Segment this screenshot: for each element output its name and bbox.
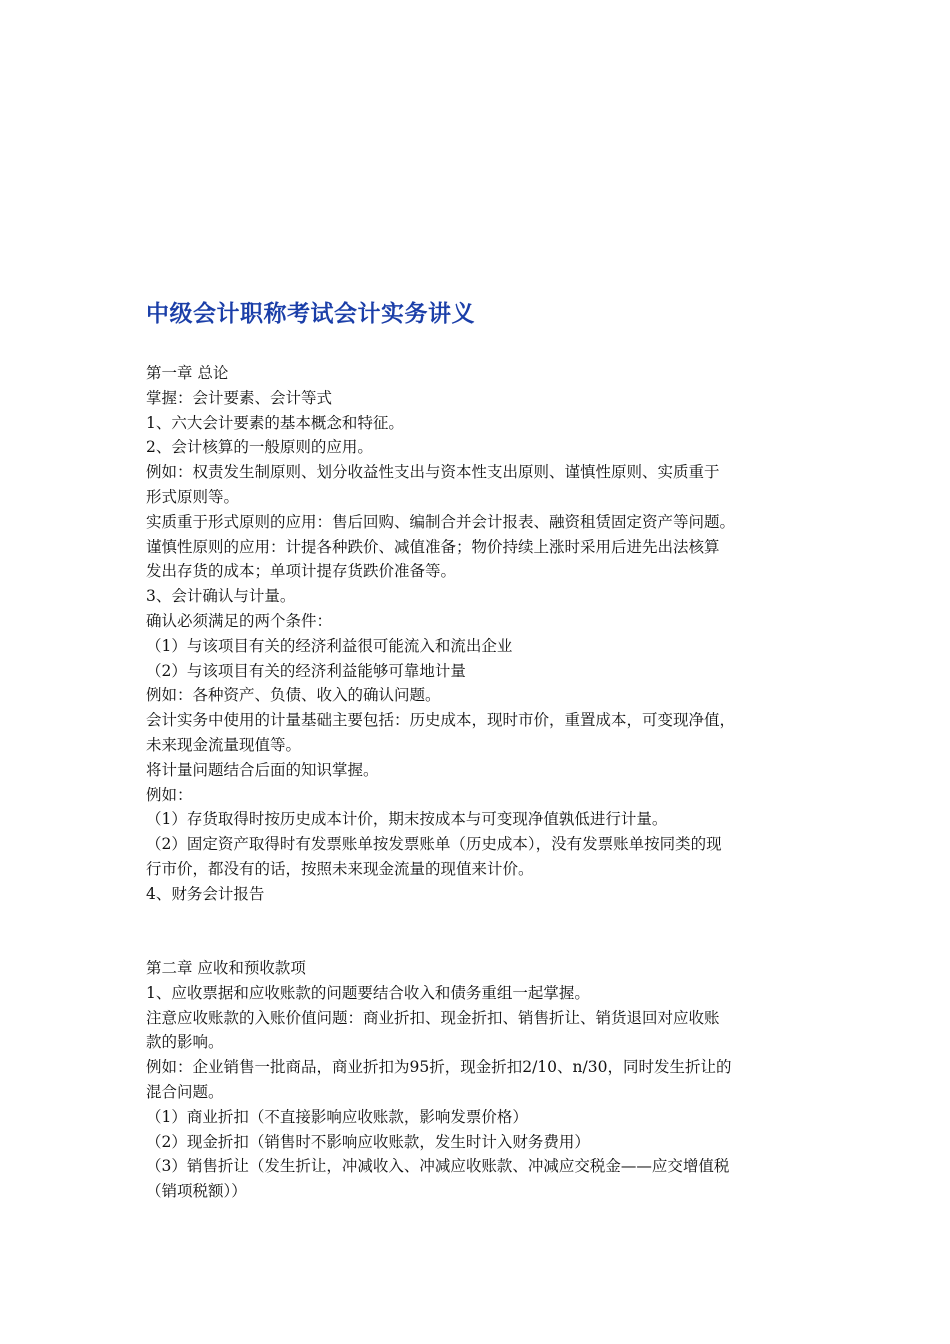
paragraph-line: 实质重于形式原则的应用：售后回购、编制合并会计报表、融资租赁固定资产等问题。 [146,512,736,531]
paragraph-line: 例如：企业销售一批商品，商业折扣为95折，现金折扣2/10、n/30，同时发生折让的 [146,1058,732,1077]
chapter-2-heading: 第二章 应收和预收款项 [146,959,306,977]
paragraph-line: 4、财务会计报告 [146,884,265,903]
paragraph-line: （2）现金折扣（销售时不影响应收账款，发生时计入财务费用） [146,1132,590,1151]
paragraph-line: （1）商业折扣（不直接影响应收账款，影响发票价格） [146,1107,528,1126]
paragraph-line: （销项税额）） [146,1182,247,1201]
chapter-1-heading: 第一章 总论 [146,364,229,382]
paragraph-line: 掌握：会计要素、会计等式 [146,388,333,407]
paragraph-line: （2）固定资产取得时有发票账单按发票账单（历史成本），没有发票账单按同类的现 [146,835,722,854]
paragraph-line: 会计实务中使用的计量基础主要包括：历史成本，现时市价，重置成本，可变现净值， [146,711,736,730]
paragraph-line: 例如： [146,785,193,804]
paragraph-line: 1、应收票据和应收账款的问题要结合收入和债务重组一起掌握。 [146,983,590,1002]
paragraph-line: 例如：各种资产、负债、收入的确认问题。 [146,686,441,705]
paragraph-line: （1）与该项目有关的经济利益很可能流入和流出企业 [146,636,513,655]
paragraph-line: 款的影响。 [146,1033,224,1052]
chapter-1-section [146,361,811,907]
paragraph-line: 将计量问题结合后面的知识掌握。 [146,760,379,779]
paragraph-line: （2）与该项目有关的经济利益能够可靠地计量 [146,661,466,680]
chapter-2-section [146,956,811,1204]
paragraph-line: 发出存货的成本；单项计提存货跌价准备等。 [146,562,457,581]
paragraph-line: 确认必须满足的两个条件： [146,611,333,630]
paragraph-line: （1）存货取得时按历史成本计价，期末按成本与可变现净值孰低进行计量。 [146,810,668,829]
paragraph-line: 注意应收账款的入账价值问题：商业折扣、现金折扣、销售折让、销货退回对应收账 [146,1008,720,1027]
document-title: 中级会计职称考试会计实务讲义 [146,301,475,327]
paragraph-line: 例如：权责发生制原则、划分收益性支出与资本性支出原则、谨慎性原则、实质重于 [146,463,720,482]
paragraph-line: 行市价，都没有的话，按照未来现金流量的现值来计价。 [146,859,534,878]
paragraph-line: 2、会计核算的一般原则的应用。 [146,438,373,457]
paragraph-line: 未来现金流量现值等。 [146,735,302,754]
paragraph-line: 形式原则等。 [146,487,240,506]
paragraph-line: （3）销售折让（发生折让，冲减收入、冲减应收账款、冲减应交税金——应交增值税 [146,1157,730,1176]
paragraph-line: 混合问题。 [146,1082,224,1101]
paragraph-line: 1、六大会计要素的基本概念和特征。 [146,413,404,432]
paragraph-line: 谨慎性原则的应用：计提各种跌价、减值准备；物价持续上涨时采用后进先出法核算 [146,537,720,556]
paragraph-line: 3、会计确认与计量。 [146,587,296,606]
